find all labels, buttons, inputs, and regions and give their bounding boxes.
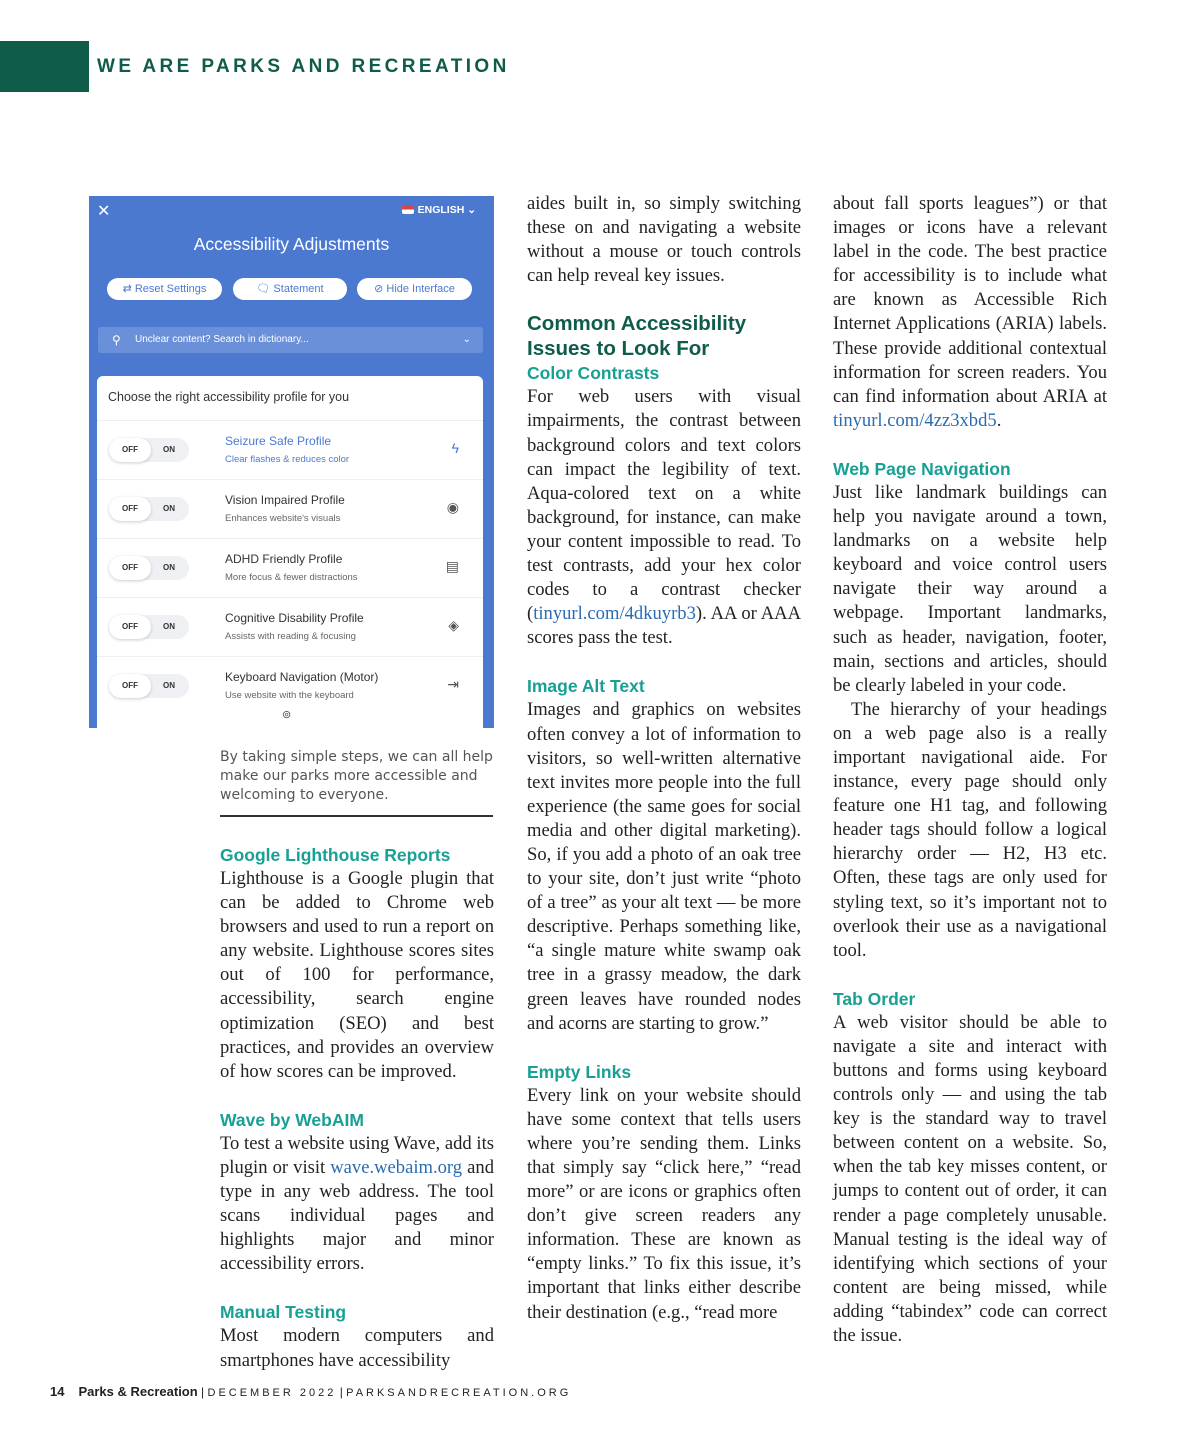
- profile-name: Vision Impaired Profile: [225, 493, 345, 507]
- aria-text-after: .: [996, 409, 1002, 431]
- chevron-down-icon: ⌄: [462, 334, 471, 345]
- wave-text-after: and type in any web address. The tool scans individual pages and highlights major and minor accessibility errors.: [220, 1156, 495, 1275]
- close-icon[interactable]: ✕: [97, 203, 111, 220]
- profile-description: Clear flashes & reduces color: [225, 454, 350, 465]
- profile-description: Assists with reading & focusing: [225, 631, 356, 642]
- aria-text-before: about fall sports leagues”) or that images or icons have a relevant label in the code. The best practice for accessibility is to include what are known as Accessible Rich Internet Applications (ARIA) labels. These provide additional contextual information for screen readers. You can find information about ARIA at: [833, 193, 1107, 407]
- toggle-off-label: OFF: [109, 556, 151, 580]
- aria-link[interactable]: tinyurl.com/4zz3xbd5: [833, 409, 997, 431]
- toggle-on-label: ON: [163, 681, 175, 690]
- profile-name: ADHD Friendly Profile: [225, 552, 343, 566]
- profile-name: Seizure Safe Profile: [225, 434, 332, 448]
- widget-title: Accessibility Adjustments: [193, 234, 390, 254]
- profile-toggle[interactable]: [109, 438, 189, 462]
- statement-button[interactable]: 🗨 Statement: [233, 278, 347, 300]
- search-placeholder: Unclear content? Search in dictionary...: [135, 334, 309, 345]
- profile-toggle[interactable]: [109, 674, 189, 698]
- profiles-panel: [97, 376, 483, 728]
- profile-row-keyboard-navigation[interactable]: [97, 656, 483, 715]
- image-caption: By taking simple steps, we can all help make our parks more accessible and welcoming to everyone.: [220, 749, 493, 803]
- navigation-paragraph-2: The hierarchy of your headings on a web page also is a really important navigational aide. For instance, every page should only feature one H1 tag, and following header tags should follow a logical hierarchy order — H2, H3 etc. Often, these tags are only used for styling text, so it’s important not to overlook their use as a navigational tool.: [833, 698, 1107, 961]
- toggle-on-label: ON: [163, 504, 175, 513]
- profile-row-seizure-safe[interactable]: [97, 420, 483, 479]
- tab-key-icon: ⇥: [447, 676, 459, 692]
- profile-description: More focus & fewer distractions: [225, 572, 358, 583]
- column-3: [833, 192, 1107, 1348]
- lightning-icon: ϟ: [451, 440, 459, 456]
- wave-paragraph: [220, 1132, 494, 1277]
- eye-icon: ◉: [446, 499, 459, 515]
- profile-row-adhd-friendly[interactable]: [97, 538, 483, 597]
- focus-icon: ▤: [445, 558, 459, 574]
- manual-testing-paragraph: Most modern computers and smartphones have accessibility: [220, 1325, 494, 1371]
- language-selector[interactable]: [402, 204, 476, 216]
- profile-toggle[interactable]: [109, 556, 189, 580]
- header-color-bar: [0, 41, 89, 92]
- accessibility-widget-screenshot: [89, 196, 494, 728]
- empty-links-paragraph: Every link on your website should have some context that tells users where you’re sending them. Links that simply say “click here,” “read more” or are icons or graphics often don’t give screen readers any information. These are known as “empty links.” To fix this issue, it’s important that links either describe their destination (e.g., “read more: [527, 1084, 801, 1323]
- profile-row-vision-impaired[interactable]: [97, 479, 483, 538]
- profile-name: Keyboard Navigation (Motor): [225, 670, 379, 684]
- section-header-title: WE ARE PARKS AND RECREATION: [97, 56, 510, 77]
- contrast-checker-link[interactable]: tinyurl.com/4dkuyrb3: [533, 603, 696, 625]
- dictionary-search-input[interactable]: [98, 327, 483, 353]
- website-url[interactable]: PARKSANDRECREATION.ORG: [346, 1387, 572, 1399]
- wave-link[interactable]: wave.webaim.org: [330, 1156, 463, 1178]
- lighthouse-heading: Google Lighthouse Reports: [220, 845, 451, 865]
- toggle-off-label: OFF: [109, 674, 151, 698]
- empty-links-heading: Empty Links: [527, 1061, 632, 1082]
- color-contrasts-heading: Color Contrasts: [527, 363, 660, 384]
- caption-divider: [220, 815, 493, 817]
- accessibility-widget-icon[interactable]: ⊚: [282, 709, 292, 721]
- issue-date: DECEMBER 2022: [207, 1387, 337, 1399]
- us-flag-icon: [402, 205, 414, 214]
- contrast-text-after: ). AA or AAA scores pass the test.: [527, 603, 801, 649]
- target-icon: ◈: [448, 617, 459, 633]
- profile-toggle[interactable]: [109, 497, 189, 521]
- page-number: 14: [50, 1384, 65, 1399]
- hide-interface-button[interactable]: ⊘ Hide Interface: [357, 278, 472, 300]
- column-2: [527, 192, 801, 1325]
- tab-order-heading: Tab Order: [833, 988, 916, 1009]
- lighthouse-paragraph: Lighthouse is a Google plugin that can be added to Chrome web browsers and used to run a report on any website. Lighthouse scores sites out of 100 for performance, accessibility, search engine optimization (SEO) and best practices, and provides an overview of how scores can be improved.: [220, 868, 494, 1082]
- toggle-off-label: OFF: [109, 615, 151, 639]
- magazine-name: Parks & Recreation: [78, 1384, 198, 1399]
- column-1: [220, 843, 494, 1373]
- profile-toggle[interactable]: [109, 615, 189, 639]
- toggle-off-label: OFF: [109, 438, 151, 462]
- wave-heading: Wave by WebAIM: [220, 1109, 364, 1130]
- toggle-on-label: ON: [163, 445, 175, 454]
- profile-description: Use website with the keyboard: [225, 690, 354, 701]
- aria-paragraph: [833, 192, 1107, 433]
- navigation-paragraph-1: Just like landmark buildings can help you navigate around a town, landmarks on a website help keyboard and voice control users navigate their way around a webpage. Important landmarks, such as header, navigation, footer, main, sections and articles, should be clearly labeled in your code.: [833, 481, 1107, 696]
- footer-separator: |: [197, 1385, 208, 1399]
- profile-name: Cognitive Disability Profile: [225, 611, 364, 625]
- toggle-off-label: OFF: [109, 497, 151, 521]
- tab-order-paragraph: A web visitor should be able to navigate a site and interact with buttons and forms using keyboard controls only — and using the tab key is the standard way to travel between content on a website. So, when the tab key misses content, or jumps to content out of order, it can render a page completely unusable. Manual testing is the ideal way of identifying which sections of your content are being missed, while adding “tabindex” code can correct the issue.: [833, 1011, 1107, 1347]
- toggle-on-label: ON: [163, 563, 175, 572]
- web-page-navigation-heading: Web Page Navigation: [833, 458, 1011, 479]
- footer-separator: |: [336, 1385, 347, 1399]
- image-alt-text-heading: Image Alt Text: [527, 676, 645, 697]
- panel-title: Choose the right accessibility profile for you: [108, 390, 350, 404]
- color-contrasts-paragraph: [527, 385, 801, 650]
- search-icon: ⚲: [112, 333, 121, 347]
- page-footer: [50, 1384, 571, 1399]
- profile-description: Enhances website's visuals: [225, 513, 341, 524]
- toggle-on-label: ON: [163, 622, 175, 631]
- contrast-text-before: For web users with visual impairments, the contrast between background colors and text colors can impact the legibility of text. Aqua-colored text on a white background, for instance, can make your content impossible to read. To test contrasts, add your hex color codes to a contrast checker (: [527, 386, 801, 625]
- reset-settings-button[interactable]: ⇄ Reset Settings: [107, 278, 222, 300]
- wave-text-before: To test a website using Wave, add its plugin or visit: [220, 1132, 494, 1178]
- language-label: ENGLISH ⌄: [417, 204, 476, 216]
- image-alt-text-paragraph: Images and graphics on websites often convey a lot of information to visitors, so well-written alternative text invites more people into the full experience (the same goes for social media and other digital marketing). So, if you add a photo of an oak tree to your site, don’t just write “photo of a tree” as your alt text — be more descriptive. Perhaps something like, “a single mature white swamp oak tree in a grassy meadow, the dark green leaves have rounded nodes and acorns are starting to grow.”: [527, 699, 801, 1034]
- section-heading: Common Accessibility Issues to Look For: [527, 312, 747, 360]
- manual-testing-heading: Manual Testing: [220, 1302, 347, 1323]
- continued-paragraph: aides built in, so simply switching these on and navigating a website without a mouse or touch controls can help reveal key issues.: [527, 193, 801, 287]
- profile-row-cognitive-disability[interactable]: [97, 597, 483, 656]
